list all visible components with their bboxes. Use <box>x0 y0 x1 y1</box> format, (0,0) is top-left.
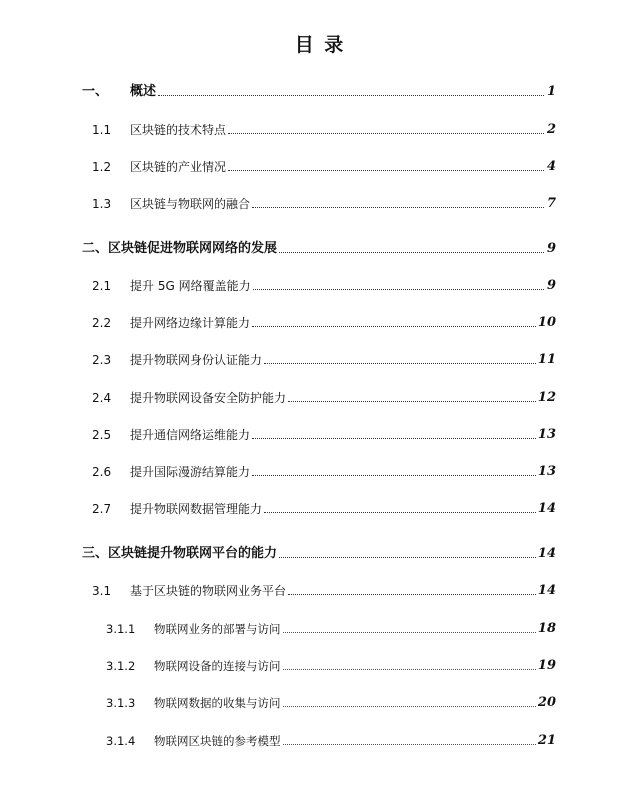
toc-entry-number: 2.3 <box>92 353 112 367</box>
toc-entry-title: 物联网业务的部署与访问 <box>154 622 281 636</box>
toc-entry-title: 物联网数据的收集与访问 <box>154 696 281 710</box>
toc-entry[interactable] <box>92 195 556 213</box>
toc-entry-number: 一、 <box>82 84 109 99</box>
toc-entry-number: 2.5 <box>92 428 112 442</box>
toc-leader-dots <box>252 207 544 208</box>
toc-entry-number: 三、 <box>82 546 109 561</box>
toc-entry-title: 提升物联网身份认证能力 <box>130 353 263 367</box>
toc-entry-title: 概述 <box>130 84 157 99</box>
toc-entry-title: 提升物联网设备安全防护能力 <box>130 391 287 405</box>
toc-entry[interactable] <box>106 657 556 675</box>
toc-leader-dots <box>264 363 536 364</box>
toc-entry-title: 区块链的产业情况 <box>130 160 227 174</box>
toc-leader-dots <box>279 252 544 253</box>
toc-entry[interactable] <box>92 158 556 176</box>
toc-entry-page: 21 <box>537 733 556 748</box>
toc-entry[interactable] <box>92 314 556 332</box>
toc-entry-page: 2 <box>546 122 556 137</box>
toc-entry[interactable] <box>92 121 556 139</box>
toc-entry[interactable] <box>92 426 556 444</box>
toc-leader-dots <box>283 632 536 633</box>
toc-entry[interactable] <box>106 620 556 638</box>
toc-leader-dots <box>283 744 536 745</box>
toc-entry[interactable] <box>82 545 556 563</box>
toc-entry-title: 区块链与物联网的融合 <box>130 197 251 211</box>
toc-entry-page: 11 <box>537 352 556 367</box>
toc-leader-dots <box>288 401 536 402</box>
toc-entry[interactable] <box>92 463 556 481</box>
toc-entry-number: 2.2 <box>92 316 112 330</box>
toc-entry-page: 13 <box>537 464 556 479</box>
toc-entry-number: 2.7 <box>92 502 112 516</box>
toc-entry-title: 物联网设备的连接与访问 <box>154 659 281 673</box>
toc-entry[interactable] <box>82 83 556 101</box>
toc-entry-number: 3.1.3 <box>106 696 136 710</box>
toc-leader-dots <box>288 594 536 595</box>
toc-entry-number: 2.4 <box>92 391 112 405</box>
toc-entry-number: 3.1.2 <box>106 659 136 673</box>
toc-entry-page: 10 <box>537 315 556 330</box>
toc-entry-title: 提升网络边缘计算能力 <box>130 316 251 330</box>
toc-entry-number: 二、 <box>82 241 109 256</box>
toc-entry-number: 1.3 <box>92 197 112 211</box>
toc-entry-page: 9 <box>546 241 556 256</box>
toc-entry[interactable] <box>82 240 556 258</box>
toc-entry-page: 19 <box>537 658 556 673</box>
toc-entry-page: 7 <box>546 196 556 211</box>
toc-leader-dots <box>253 289 544 290</box>
toc-entry-title: 基于区块链的物联网业务平台 <box>130 584 287 598</box>
toc-entry-title: 区块链的技术特点 <box>130 123 227 137</box>
toc-leader-dots <box>228 133 544 134</box>
toc-leader-dots <box>252 475 536 476</box>
toc-leader-dots <box>279 557 536 558</box>
toc-entry-page: 1 <box>546 84 556 99</box>
toc-entry-page: 18 <box>537 621 556 636</box>
toc-leader-dots <box>228 170 544 171</box>
toc-leader-dots <box>158 95 544 96</box>
toc-entry-title: 物联网区块链的参考模型 <box>154 734 281 748</box>
toc-entry[interactable] <box>92 500 556 518</box>
page-title: 目 录 <box>294 34 346 56</box>
toc-entry-number: 2.6 <box>92 465 112 479</box>
toc-entry-title: 区块链促进物联网网络的发展 <box>108 241 278 256</box>
toc-entry-number: 2.1 <box>92 279 112 293</box>
toc-entry[interactable] <box>92 277 556 295</box>
toc-leader-dots <box>264 512 536 513</box>
toc-entry-number: 3.1 <box>92 584 112 598</box>
toc-entry-title: 提升物联网数据管理能力 <box>130 502 263 516</box>
toc-entry-page: 14 <box>537 501 556 516</box>
toc-entry-page: 20 <box>537 695 556 710</box>
toc-entry[interactable] <box>106 732 556 750</box>
toc-entry-title: 区块链提升物联网平台的能力 <box>108 546 278 561</box>
toc-entry[interactable] <box>92 389 556 407</box>
toc-leader-dots <box>283 669 536 670</box>
toc-entry-number: 3.1.1 <box>106 622 136 636</box>
toc-entry-page: 12 <box>537 390 556 405</box>
toc-entry-page: 14 <box>537 546 556 561</box>
toc-leader-dots <box>252 438 536 439</box>
toc-leader-dots <box>252 326 536 327</box>
toc-entry[interactable] <box>106 694 556 712</box>
toc-entry-number: 1.2 <box>92 160 112 174</box>
toc-entry-page: 13 <box>537 427 556 442</box>
toc-entry-title: 提升国际漫游结算能力 <box>130 465 251 479</box>
toc-entry[interactable] <box>92 351 556 369</box>
toc-entry-title: 提升 5G 网络覆盖能力 <box>130 279 251 293</box>
toc-entry-title: 提升通信网络运维能力 <box>130 428 251 442</box>
toc-entry-page: 4 <box>546 159 556 174</box>
toc-leader-dots <box>283 706 536 707</box>
toc-entry-number: 3.1.4 <box>106 734 136 748</box>
toc-entry-page: 14 <box>537 583 556 598</box>
toc-entry-page: 9 <box>546 278 556 293</box>
toc-entry[interactable] <box>92 582 556 600</box>
toc-entry-number: 1.1 <box>92 123 112 137</box>
